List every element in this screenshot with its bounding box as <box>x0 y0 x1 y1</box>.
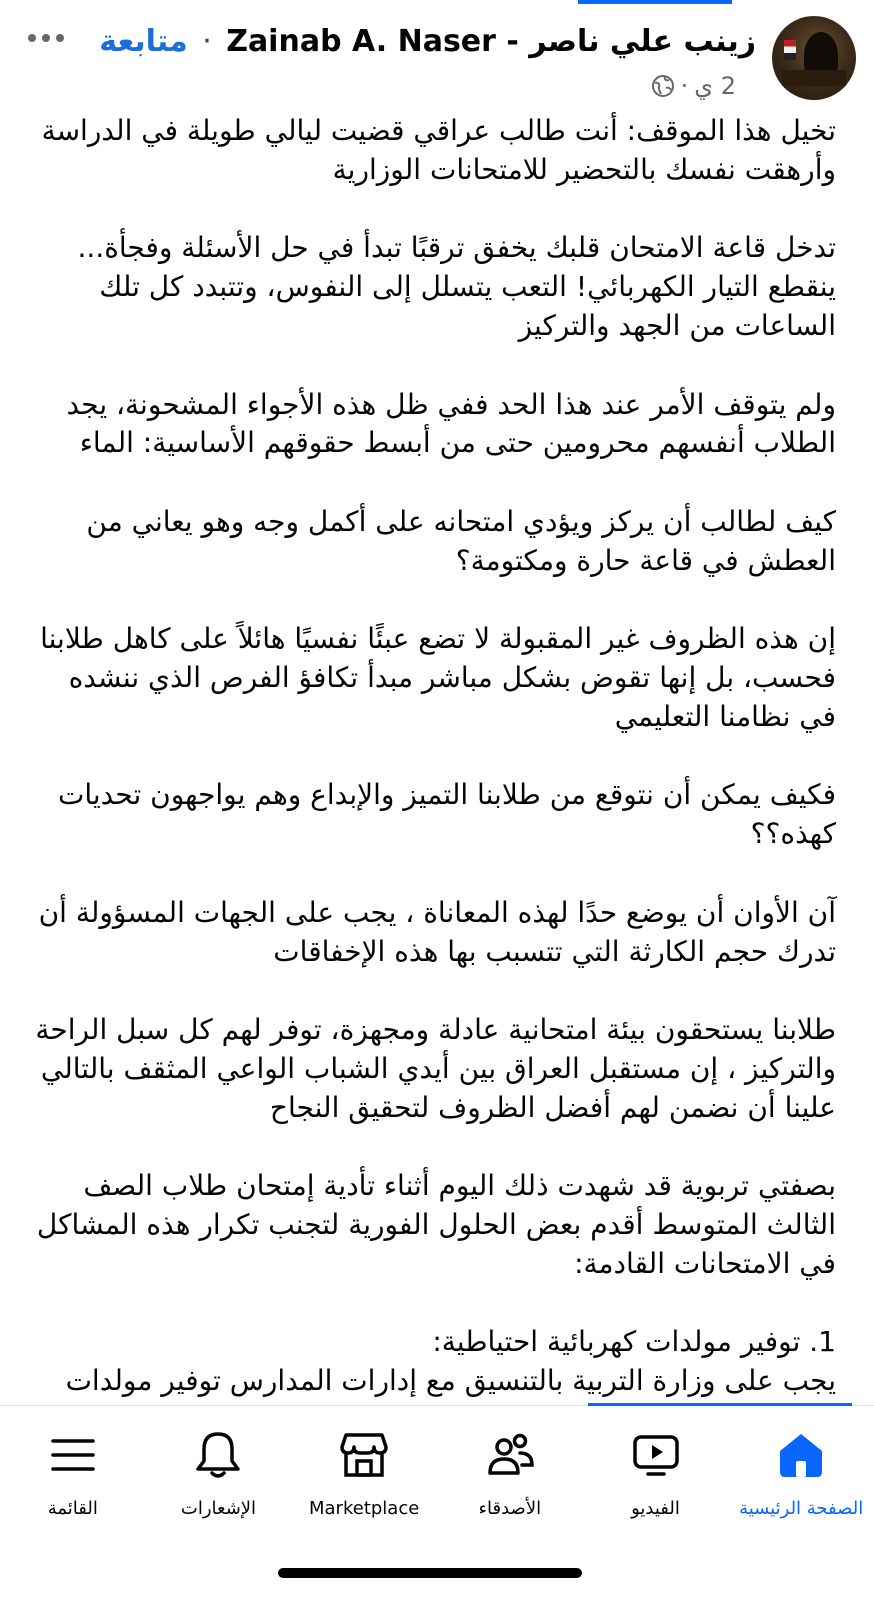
nav-label: الإشعارات <box>180 1498 257 1519</box>
bell-icon <box>192 1428 244 1482</box>
avatar[interactable] <box>772 16 856 100</box>
meta-separator: · <box>680 72 689 100</box>
post-paragraph: طلابنا يستحقون بيئة امتحانية عادلة ومجهزة، توفر لهم كل سبل الراحة والتركيز ، إن مستقبل العراق بين أيدي الشباب الواعي المثقف بالتالي علينا أن نضمن لهم أفضل الظروف لتحقيق النجاح <box>35 1013 836 1124</box>
globe-icon <box>651 74 675 98</box>
home-icon <box>775 1428 827 1482</box>
nav-label: الأصدقاء <box>478 1498 542 1519</box>
nav-item-video[interactable] <box>583 1406 729 1532</box>
list-item-body: يجب على وزارة التربية بالتنسيق مع إدارات المدارس توفير مولدات <box>65 1364 836 1398</box>
name-separator: · <box>202 24 212 59</box>
video-icon <box>630 1428 682 1482</box>
follow-button[interactable]: متابعة <box>99 24 188 59</box>
list-item-title: 1. توفير مولدات كهربائية احتياطية: <box>432 1325 836 1359</box>
nav-item-home[interactable] <box>728 1406 874 1532</box>
author-name[interactable]: زينب علي ناصر - Zainab A. Naser <box>226 24 756 59</box>
post-paragraph: بصفتي تربوية قد شهدت ذلك اليوم أثناء تأدية إمتحان طلاب الصف الثالث المتوسط أقدم بعض الحلول الفورية لتجنب تكرار هذه المشاكل في الامتحانات القادمة: <box>36 1169 836 1280</box>
author-line <box>99 22 756 62</box>
more-options-icon[interactable] <box>26 30 66 46</box>
home-indicator[interactable] <box>278 1568 582 1578</box>
nav-item-friends[interactable] <box>437 1406 583 1532</box>
nav-label: Marketplace <box>309 1498 420 1519</box>
friends-icon <box>484 1428 536 1482</box>
post-paragraph: آن الأوان أن يوضع حدًا لهذه المعاناة ، يجب على الجهات المسؤولة أن تدرك حجم الكارثة التي تتسبب بها هذه الإخفاقات <box>38 895 836 968</box>
post-paragraph: فكيف يمكن أن نتوقع من طلابنا التميز والإبداع وهم يواجهون تحديات كهذه؟؟ <box>58 778 836 851</box>
top-tab-indicator <box>578 0 732 4</box>
nav-label: الفيديو <box>631 1498 680 1519</box>
nav-item-notifications[interactable] <box>146 1406 292 1532</box>
post-body <box>30 112 836 1402</box>
post-paragraph: تدخل قاعة الامتحان قلبك يخفق ترقبًا تبدأ في حل الأسئلة وفجأة... ينقطع التيار الكهربائي! التعب يتسلل إلى النفوس، وتتبدد كل تلك الساعات من الجهد والتركيز <box>77 231 836 342</box>
nav-item-menu[interactable] <box>0 1406 146 1532</box>
post-paragraph: ولم يتوقف الأمر عند هذا الحد ففي ظل هذه الأجواء المشحونة، يجد الطلاب أنفسهم محرومين حتى من أبسط حقوقهم الأساسية: الماء <box>66 387 836 460</box>
nav-item-marketplace[interactable] <box>291 1406 437 1532</box>
menu-icon <box>47 1428 99 1482</box>
post-paragraph: كيف لطالب أن يركز ويؤدي امتحانه على أكمل وجه وهو يعاني من العطش في قاعة حارة ومكتومة؟ <box>86 504 836 577</box>
post-header <box>0 10 874 110</box>
post-meta <box>651 70 736 102</box>
post-paragraph: تخيل هذا الموقف: أنت طالب عراقي قضيت ليالي طويلة في الدراسة وأرهقت نفسك بالتحضير للامتحانات الوزارية <box>41 114 836 186</box>
nav-label: القائمة <box>47 1498 98 1519</box>
bottom-navigation <box>0 1406 874 1532</box>
avatar-desk <box>782 70 846 86</box>
nav-label: الصفحة الرئيسية <box>739 1498 864 1519</box>
post-time[interactable]: 2 ي <box>694 72 736 100</box>
marketplace-icon <box>338 1428 390 1482</box>
post-paragraph: إن هذه الظروف غير المقبولة لا تضع عبئًا نفسيًا هائلاً على كاهل طلابنا فحسب، بل إنها تقوض بشكل مباشر مبدأ تكافؤ الفرص الذي ننشده في نظامنا التعليمي <box>40 622 836 733</box>
avatar-flag <box>784 40 796 60</box>
